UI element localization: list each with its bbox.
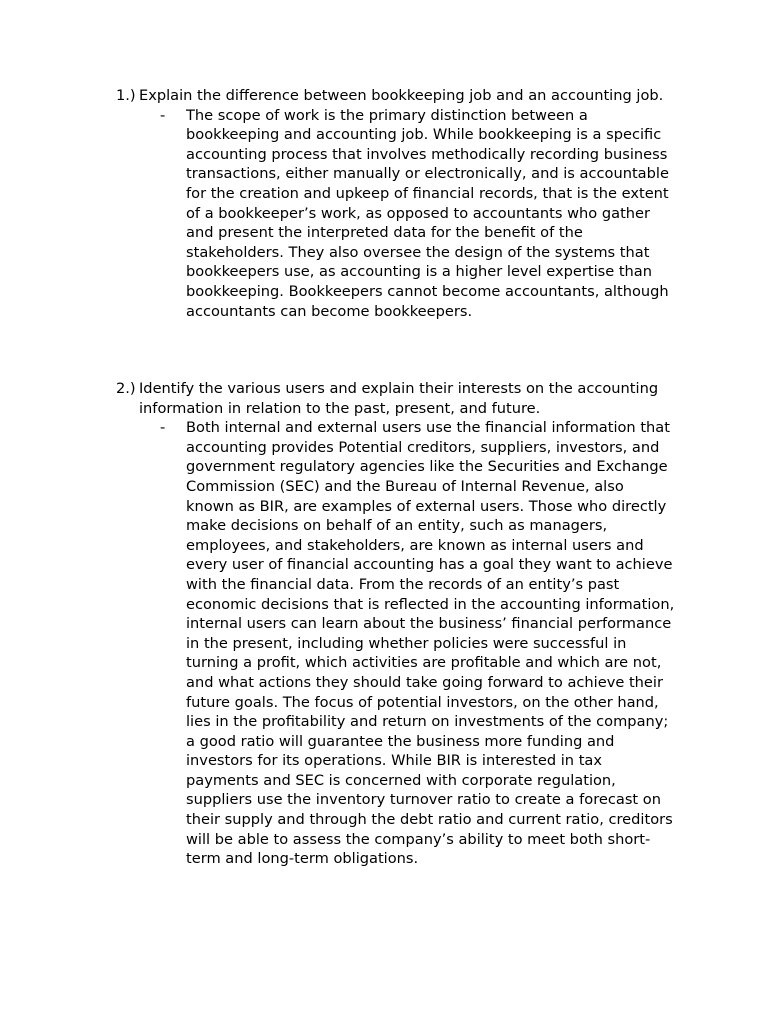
question-1-answer-text: The scope of work is the primary distinction between a bookkeeping and accounting job. While bookkeeping is a specific accounting process that involves methodically recording business transactions, either manually or electronically, and is accountable for the creation and upkeep of financial records, that is the extent of a bookkeeper’s work, as opposed to accountants who gather and present the interpreted data for the benefit of the stakeholders. They also oversee the design of the systems that bookkeepers use, as accounting is a higher level expertise than bookkeeping. Bookkeepers cannot become accountants, although accountants can become bookkeepers. <box>186 106 669 320</box>
question-2-text: Identify the various users and explain their interests on the accounting information in relation to the past, present, and future. <box>139 380 659 417</box>
question-2-number: 2.) <box>116 380 136 397</box>
question-2-answer-bullet: - <box>160 419 166 437</box>
question-1-text: Explain the difference between bookkeeping job and an accounting job. <box>139 87 664 104</box>
question-2-answer-text: Both internal and external users use the financial information that accounting provides Potential creditors, suppliers, investors, and government regulatory agencies like the Securities and Exchange Commission (SEC) and the Bureau of Internal Revenue, also known as BIR, are examples of external users. Those who directly make decisions on behalf of an entity, such as managers, employees, and stakeholders, are known as internal users and every user of financial accounting has a goal they want to achieve with the financial data. From the records of an entity’s past economic decisions that is reflected in the accounting information, internal users can learn about the business’ financial performance in the present, including whether policies were successful in turning a profit, which activities are profitable and which are not, and what actions they should take going forward to achieve their future goals. The focus of potential investors, on the other hand, lies in the profitability and return on investments of the company; a good ratio will guarantee the business more funding and investors for its operations. While BIR is interested in tax payments and SEC is concerned with corporate regulation, suppliers use the inventory turnover ratio to create a forecast on their supply and through the debt ratio and current ratio, creditors will be able to assess the company’s ability to meet both short-term and long-term obligations. <box>186 419 675 868</box>
question-2-heading <box>116 379 676 418</box>
question-1-answer-bullet: - <box>160 106 166 124</box>
question-1-heading <box>116 86 676 106</box>
question-1-answer <box>116 106 676 322</box>
question-1 <box>116 86 676 321</box>
question-1-number: 1.) <box>116 87 136 104</box>
question-2 <box>116 379 676 869</box>
question-2-answer <box>116 418 676 869</box>
